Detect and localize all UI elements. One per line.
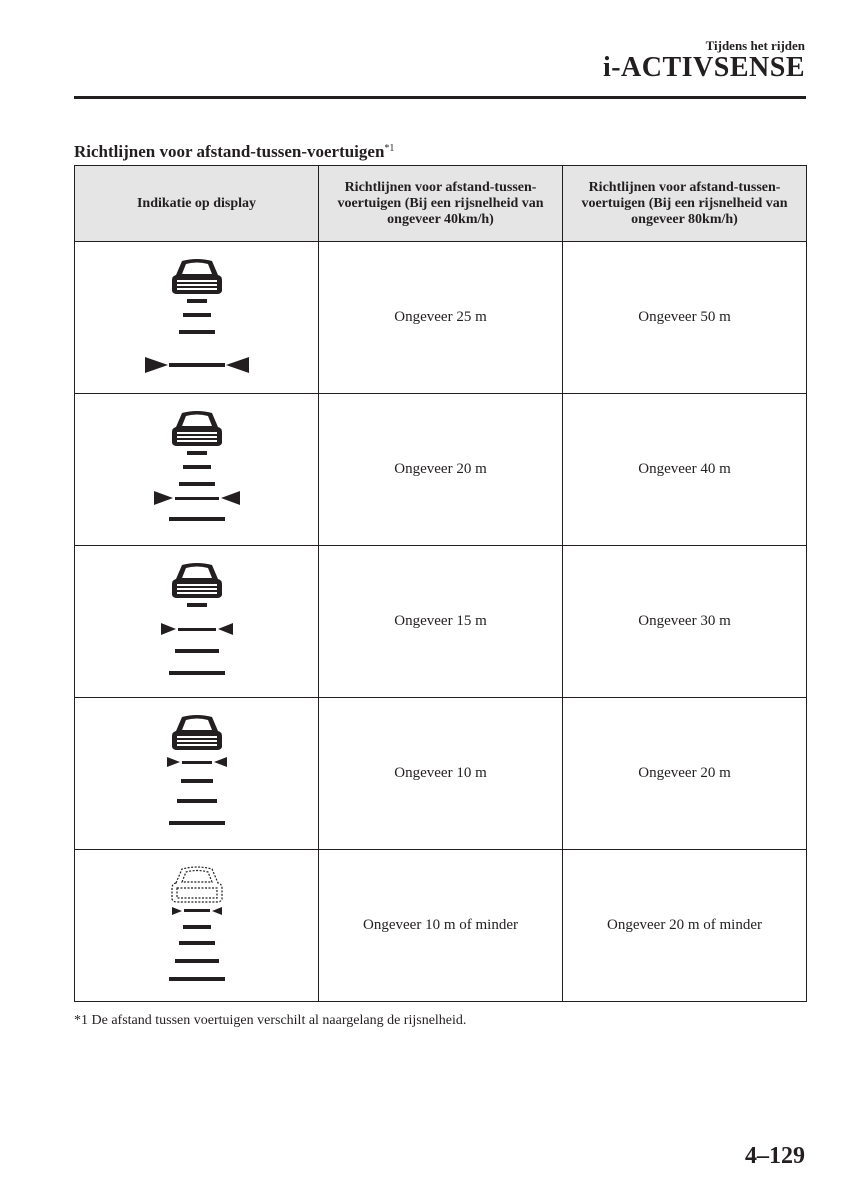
distance-40kmh-cell: Ongeveer 25 m bbox=[319, 242, 563, 394]
table-row bbox=[75, 394, 807, 546]
display-indication-cell bbox=[75, 698, 319, 850]
table-title-footnote-ref: *1 bbox=[384, 143, 395, 154]
table-row bbox=[75, 698, 807, 850]
distance-2-bars-car-solid-icon bbox=[142, 557, 252, 687]
table-header-row bbox=[75, 166, 807, 242]
chapter-title: i-ACTIVSENSE bbox=[602, 52, 805, 83]
distance-guideline-table bbox=[74, 165, 807, 1002]
table-title-text: Richtlijnen voor afstand-tussen-voertuigen bbox=[74, 142, 385, 161]
column-header-80kmh: Richtlijnen voor afstand-tussen-voertuigen (Bij een rijsnelheid van ongeveer 80km/h) bbox=[563, 166, 807, 242]
table-row bbox=[75, 850, 807, 1002]
display-indication-cell bbox=[75, 242, 319, 394]
header-divider bbox=[74, 96, 806, 99]
table-row bbox=[75, 242, 807, 394]
distance-80kmh-cell: Ongeveer 20 m bbox=[563, 698, 807, 850]
display-indication-cell bbox=[75, 546, 319, 698]
page-number: 4–129 bbox=[745, 1143, 805, 1169]
distance-80kmh-cell: Ongeveer 20 m of minder bbox=[563, 850, 807, 1002]
distance-80kmh-cell: Ongeveer 40 m bbox=[563, 394, 807, 546]
display-indication-cell bbox=[75, 850, 319, 1002]
section-name: Tijdens het rijden bbox=[705, 38, 805, 53]
distance-80kmh-cell: Ongeveer 50 m bbox=[563, 242, 807, 394]
column-header-40kmh: Richtlijnen voor afstand-tussen-voertuigen (Bij een rijsnelheid van ongeveer 40km/h) bbox=[319, 166, 563, 242]
distance-40kmh-cell: Ongeveer 15 m bbox=[319, 546, 563, 698]
distance-3-bars-car-solid-icon bbox=[142, 405, 252, 535]
table-title bbox=[74, 142, 394, 162]
distance-80kmh-cell: Ongeveer 30 m bbox=[563, 546, 807, 698]
footnote: *1 De afstand tussen voertuigen verschilt al naargelang de rijsnelheid. bbox=[74, 1013, 467, 1028]
distance-40kmh-cell: Ongeveer 20 m bbox=[319, 394, 563, 546]
table-row bbox=[75, 546, 807, 698]
display-indication-cell bbox=[75, 394, 319, 546]
distance-40kmh-cell: Ongeveer 10 m of minder bbox=[319, 850, 563, 1002]
distance-1-bar-car-solid-icon bbox=[142, 709, 252, 839]
distance-4-bars-car-solid-icon bbox=[142, 253, 252, 383]
distance-40kmh-cell: Ongeveer 10 m bbox=[319, 698, 563, 850]
distance-1-bar-car-dashed-icon bbox=[142, 861, 252, 991]
column-header-display: Indikatie op display bbox=[75, 166, 319, 242]
